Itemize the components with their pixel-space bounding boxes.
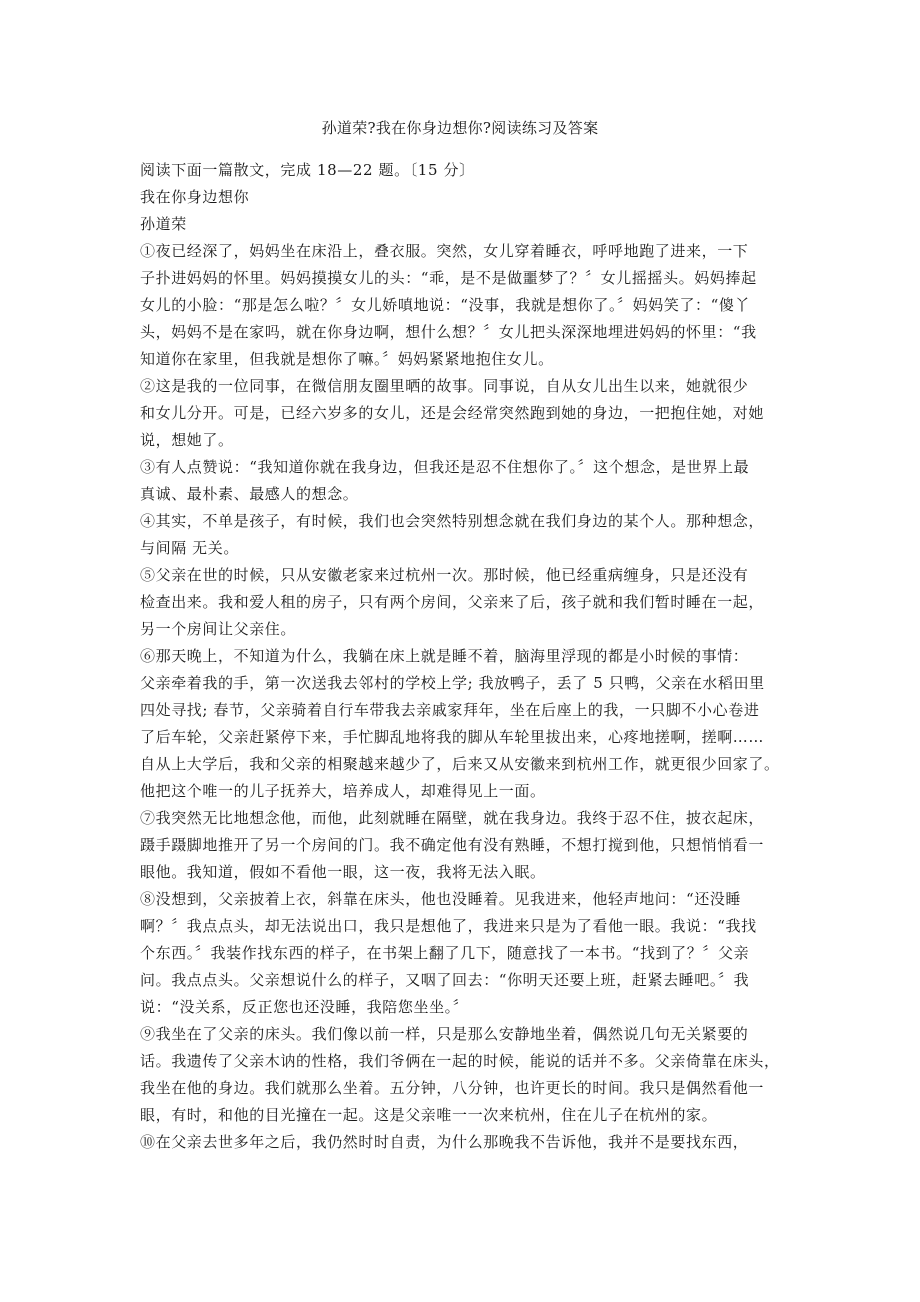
- text-line: 个东西。〞我装作找东西的样子，在书架上翻了几下，随意找了一本书。“找到了？〞父亲: [140, 944, 750, 962]
- text-line: 知道你在家里，但我就是想你了嘛。〞妈妈紧紧地抱住女儿。: [140, 350, 554, 368]
- text-line: 啊？〞我点点头，却无法说出口，我只是想他了，我进来只是为了看他一眼。我说：“我找: [140, 917, 757, 935]
- text-line: 问。我点点头。父亲想说什么的样子，又咽了回去：“你明天还要上班，赶紧去睡吧。〞我: [140, 971, 750, 989]
- text-line: 与间隔 无关。: [140, 539, 239, 557]
- document-body: [140, 157, 788, 1156]
- text-line: 说，想她了。: [140, 431, 234, 449]
- text-line: 子扑进妈妈的怀里。妈妈摸摸女儿的头：“乖，是不是做噩梦了？〞女儿摇摇头。妈妈捧起: [140, 269, 757, 287]
- text-line: 了后车轮，父亲赶紧停下来，手忙脚乱地将我的脚从车轮里拔出来，心疼地搓啊，搓啊……: [140, 728, 765, 746]
- text-line: ③有人点赞说：“我知道你就在我身边，但我还是忍不住想你了。〞这个想念，是世界上最: [140, 458, 750, 476]
- text-line: 他把这个唯一的儿子抚养大，培养成人，却难得见上一面。: [140, 782, 546, 800]
- text-line: 自从上大学后，我和父亲的相聚越来越少了，后来又从安徽来到杭州工作，就更很少回家了。: [140, 755, 780, 773]
- text-line: 眼，有时，和他的目光撞在一起。这是父亲唯一一次来杭州，住在儿子在杭州的家。: [140, 1106, 718, 1124]
- text-line: 孙道荣: [140, 215, 187, 233]
- text-line: 说：“没关系，反正您也还没睡，我陪您坐坐。〞: [140, 998, 469, 1016]
- text-line: ④其实，不单是孩子，有时候，我们也会突然特别想念就在我们身边的某个人。那种想念，: [140, 512, 765, 530]
- text-line: 话。我遗传了父亲木讷的性格，我们爷俩在一起的时候，能说的话并不多。父亲倚靠在床头，: [140, 1052, 780, 1070]
- text-line: ⑩在父亲去世多年之后，我仍然时时自责，为什么那晚我不告诉他，我并不是要找东西，: [140, 1133, 749, 1151]
- text-line: ①夜已经深了，妈妈坐在床沿上，叠衣服。突然，女儿穿着睡衣，呼呼地跑了进来，一下: [140, 242, 749, 260]
- text-line: 真诚、最朴素、最感人的想念。: [140, 485, 359, 503]
- text-line: 检查出来。我和爱人租的房子，只有两个房间，父亲来了后，孩子就和我们暂时睡在一起，: [140, 593, 765, 611]
- text-line: ⑧没想到，父亲披着上衣，斜靠在床头，他也没睡着。见我进来，他轻声地问：“还没睡: [140, 890, 742, 908]
- text-line: 蹑手蹑脚地推开了另一个房间的门。我不确定他有没有熟睡，不想打搅到他，只想悄悄看一: [140, 836, 765, 854]
- text-line: 女儿的小脸：“那是怎么啦？〞女儿娇嗔地说：“没事，我就是想你了。〞妈妈笑了：“傻丫: [140, 296, 751, 314]
- text-line: ⑥那天晚上，不知道为什么，我躺在床上就是睡不着，脑海里浮现的都是小时候的事情：: [140, 647, 749, 665]
- document-title: 孙道荣?我在你身边想你?阅读练习及答案: [321, 119, 599, 137]
- text-line: ②这是我的一位同事，在微信朋友圈里晒的故事。同事说，自从女儿出生以来，她就很少: [140, 377, 749, 395]
- text-line: 四处寻找; 春节，父亲骑着自行车带我去亲戚家拜年，坐在后座上的我，一只脚不小心卷进: [140, 701, 760, 719]
- text-line: 父亲牵着我的手，第一次送我去邻村的学校上学; 我放鸭子，丢了 5 只鸭，父亲在水稻田里: [140, 674, 765, 692]
- text-line: 头，妈妈不是在家吗，就在你身边啊，想什么想？〞女儿把头深深地埋进妈妈的怀里：“我: [140, 323, 757, 341]
- text-line: 和女儿分开。可是，已经六岁多的女儿，还是会经常突然跑到她的身边，一把抱住她，对她: [140, 404, 765, 422]
- text-line: 我在你身边想你: [140, 188, 250, 206]
- text-line: 阅读下面一篇散文，完成 18—22 题。〔15 分〕: [140, 161, 475, 179]
- text-line: ⑦我突然无比地想念他，而他，此刻就睡在隔壁，就在我身边。我终于忍不住，披衣起床，: [140, 809, 765, 827]
- text-line: 我坐在他的身边。我们就那么坐着。五分钟，八分钟，也许更长的时间。我只是偶然看他一: [140, 1079, 765, 1097]
- text-line: ⑨我坐在了父亲的床头。我们像以前一样，只是那么安静地坐着，偶然说几句无关紧要的: [140, 1025, 749, 1043]
- text-line: 另一个房间让父亲住。: [140, 620, 297, 638]
- text-line: ⑤父亲在世的时候，只从安徽老家来过杭州一次。那时候，他已经重病缠身，只是还没有: [140, 566, 749, 584]
- text-line: 眼他。我知道，假如不看他一眼，这一夜，我将无法入眠。: [140, 863, 546, 881]
